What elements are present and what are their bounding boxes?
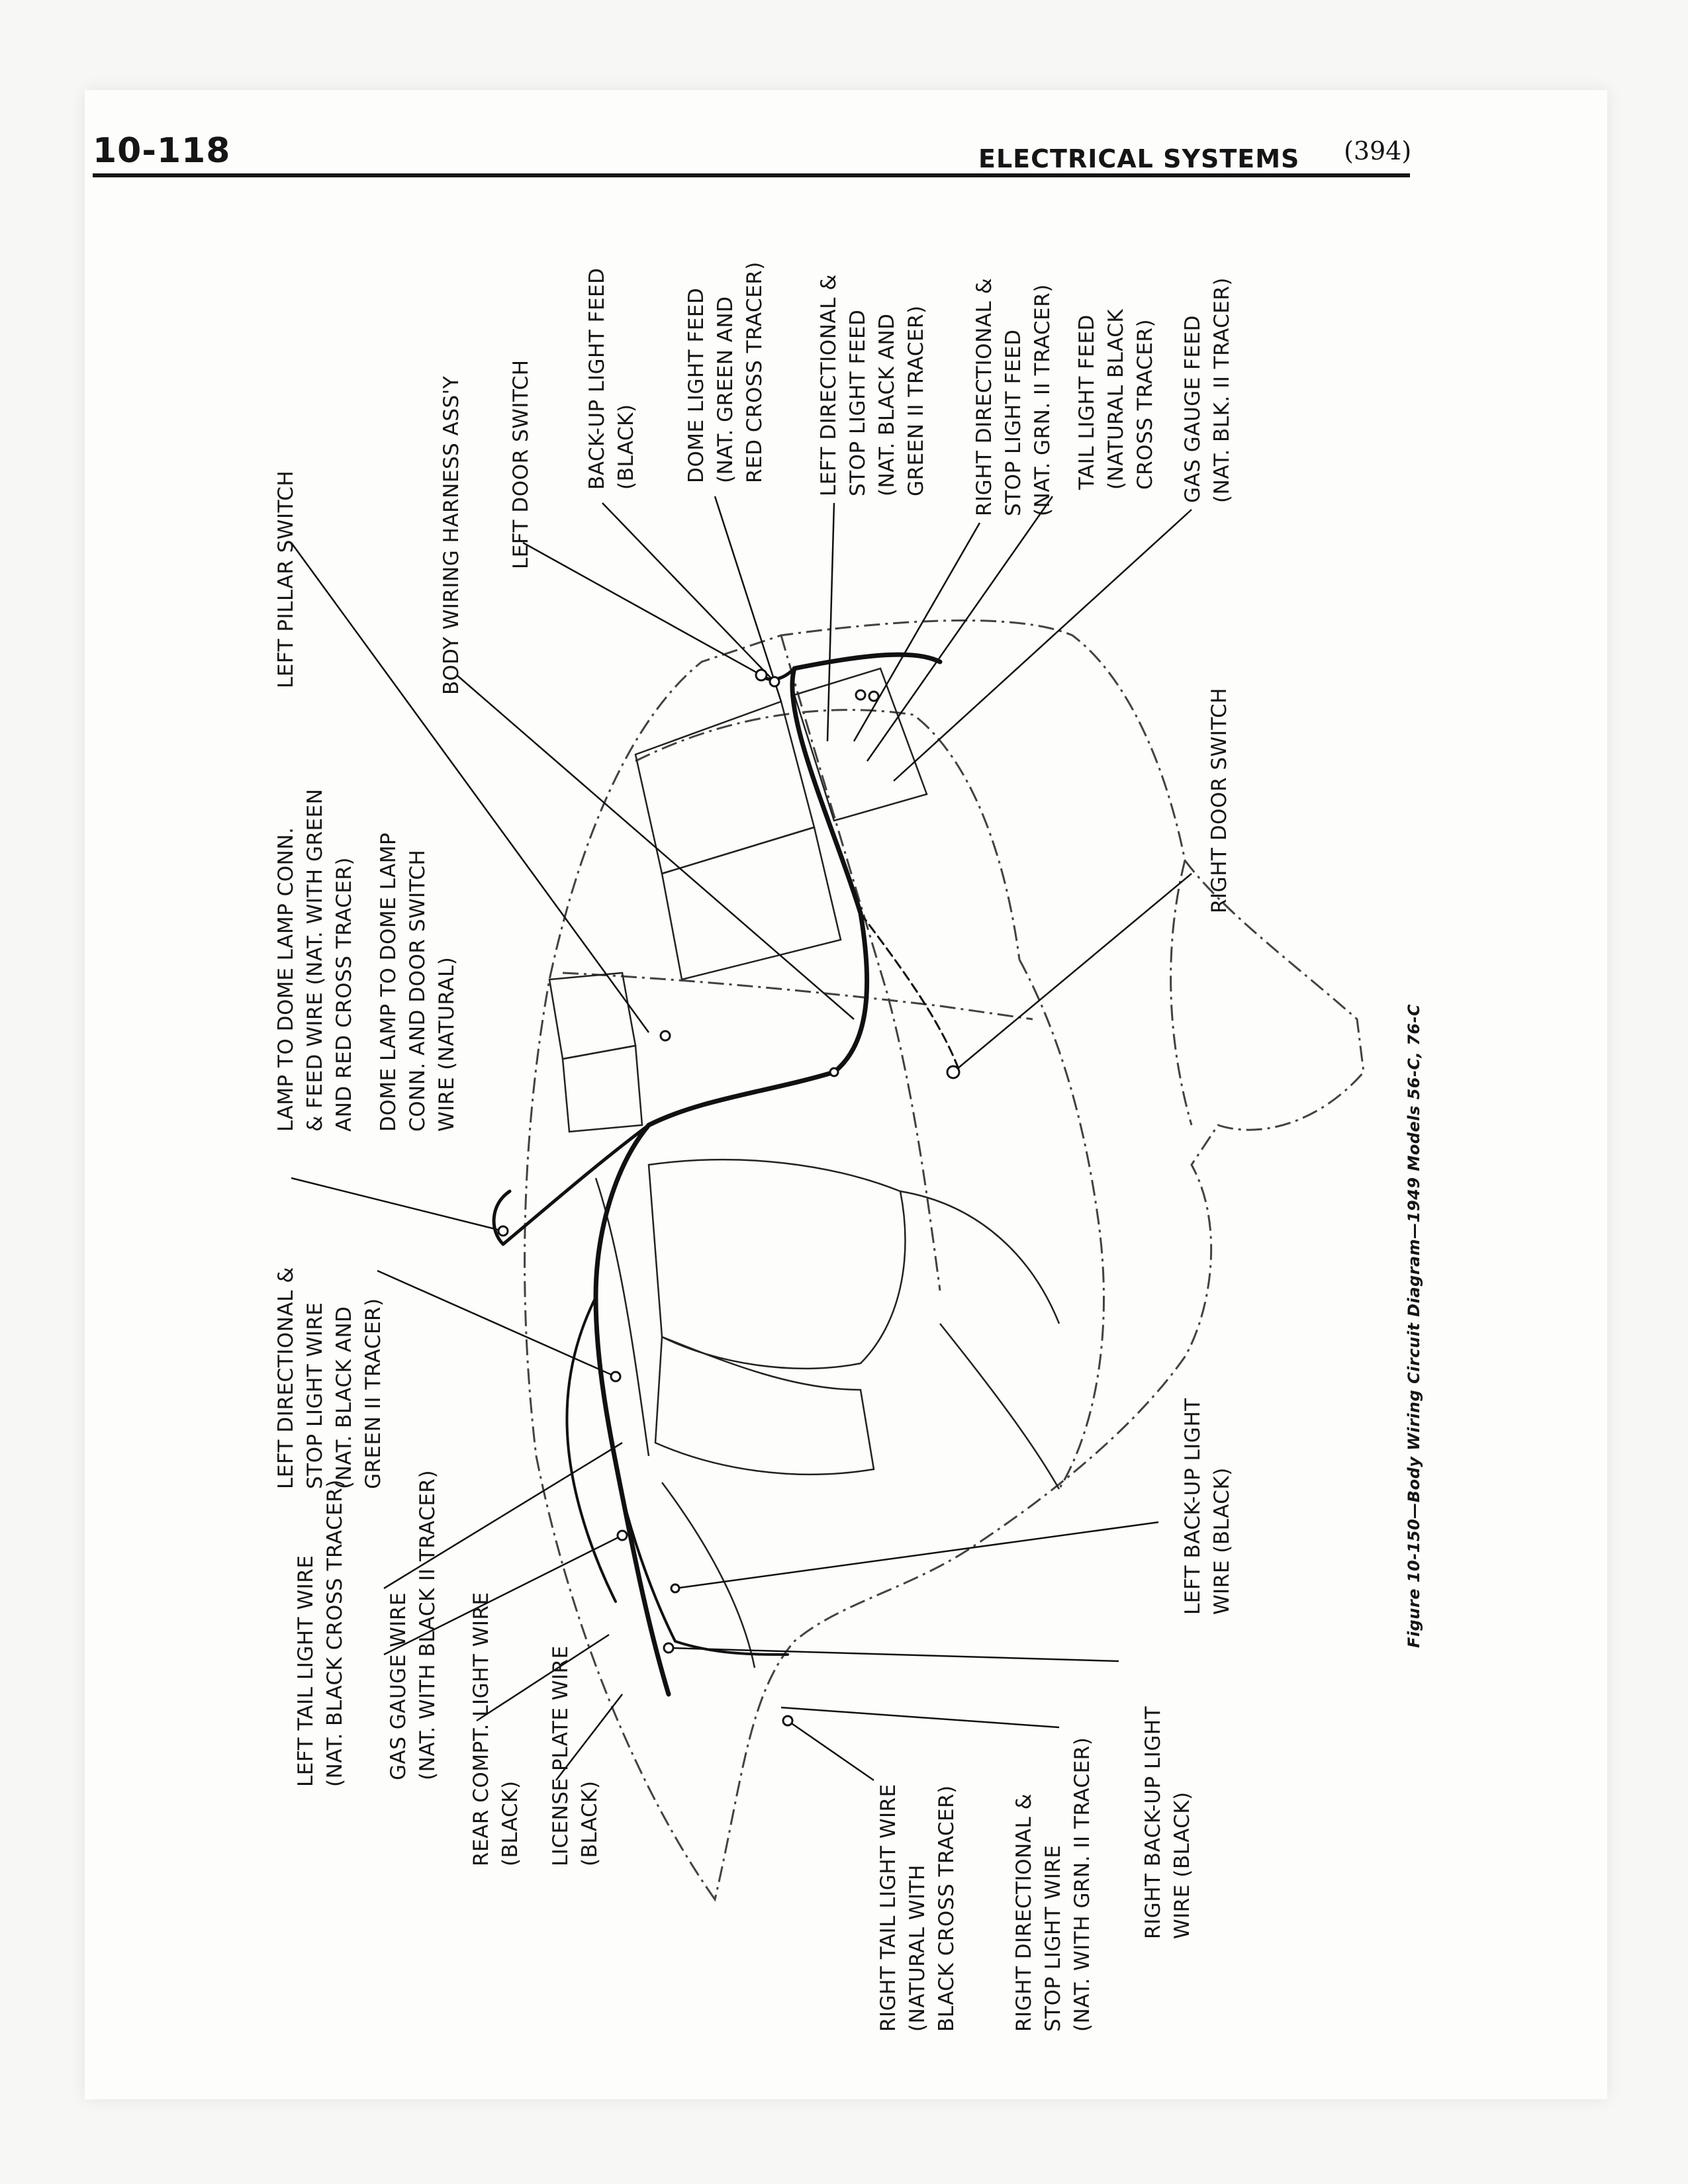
label-back-up-light-feed: BACK-UP LIGHT FEED (BLACK) <box>585 267 638 490</box>
label-right-door-switch: RIGHT DOOR SWITCH <box>1207 688 1231 913</box>
label-lamp-to-dome-lamp-conn: LAMP TO DOME LAMP CONN. & FEED WIRE (NAT. WITH GREEN AND RED CROSS TRACER) <box>274 788 356 1132</box>
connector-markers <box>498 670 959 1725</box>
page-number: 10-118 <box>93 131 231 171</box>
label-left-back-up-light-wire: LEFT BACK-UP LIGHT WIRE (BLACK) <box>1181 1398 1234 1615</box>
label-right-tail-light-wire: RIGHT TAIL LIGHT WIRE (NATURAL WITH BLACK CROSS TRACER) <box>876 1784 959 2032</box>
label-license-plate-wire: LICENSE PLATE WIRE (BLACK) <box>549 1645 602 1866</box>
label-body-wiring-harness: BODY WIRING HARNESS ASS'Y <box>440 375 463 695</box>
section-title: ELECTRICAL SYSTEMS <box>978 144 1300 173</box>
car-body-outline <box>525 621 1364 1900</box>
page-reference: (394) <box>1344 136 1412 165</box>
label-gas-gauge-wire: GAS GAUGE WIRE (NAT. WITH BLACK II TRACER) <box>387 1469 440 1780</box>
label-left-pillar-switch: LEFT PILLAR SWITCH <box>274 470 298 688</box>
label-right-back-up-light-wire: RIGHT BACK-UP LIGHT WIRE (BLACK) <box>1141 1706 1194 1939</box>
label-left-directional-stop-feed: LEFT DIRECTIONAL & STOP LIGHT FEED (NAT. BLACK AND GREEN II TRACER) <box>817 274 928 496</box>
label-dome-lamp-to-conn: DOME LAMP TO DOME LAMP CONN. AND DOOR SWITCH WIRE (NATURAL) <box>377 832 459 1132</box>
label-left-directional-stop-wire: LEFT DIRECTIONAL & STOP LIGHT WIRE (NAT. BLACK AND GREEN II TRACER) <box>274 1267 385 1489</box>
label-rear-compt-light-wire: REAR COMPT. LIGHT WIRE (BLACK) <box>469 1592 522 1866</box>
label-right-directional-stop-feed: RIGHT DIRECTIONAL & STOP LIGHT FEED (NAT. GRN. II TRACER) <box>972 277 1055 516</box>
label-dome-light-feed: DOME LIGHT FEED (NAT. GREEN AND RED CROSS TRACER) <box>684 261 767 483</box>
label-left-tail-light-wire: LEFT TAIL LIGHT WIRE (NAT. BLACK CROSS TRACER) <box>294 1479 347 1787</box>
label-left-door-switch: LEFT DOOR SWITCH <box>509 359 533 569</box>
wiring-harness <box>494 655 960 1694</box>
label-gas-gauge-feed: GAS GAUGE FEED (NAT. BLK. II TRACER) <box>1181 277 1234 503</box>
label-tail-light-feed: TAIL LIGHT FEED (NATURAL BLACK CROSS TRACER) <box>1075 308 1157 490</box>
figure-caption: Figure 10-150—Body Wiring Circuit Diagram—1949 Models 56-C, 76-C <box>1405 1003 1423 1648</box>
label-right-directional-stop-wire: RIGHT DIRECTIONAL & STOP LIGHT WIRE (NAT. WITH GRN. II TRACER) <box>1012 1737 1094 2032</box>
